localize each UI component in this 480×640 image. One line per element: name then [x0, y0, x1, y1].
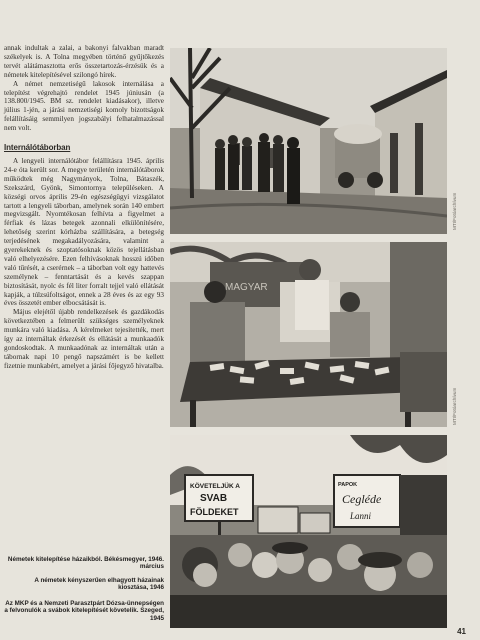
- sign-text: Cegléde: [342, 492, 382, 506]
- body-paragraph: A német nemzetiségű lakosok internálása a telepítést végrehajtó rendelet 1945 júniusán (a 138.800/1945. BM sz. rendelet kiadásakor), illetve július 1-jén, a járási nemzetiségi komoly bizottságok felállításáig semmilyen jogszabályi felhatalmazással nem volt.: [4, 79, 164, 133]
- truck-text: MAGYAR: [225, 282, 268, 293]
- photo-credit: MTI/Fotóarchívum: [452, 192, 457, 230]
- photo-image: [170, 435, 447, 628]
- photo-house-distribution: [170, 242, 447, 427]
- photo-image: [170, 242, 447, 427]
- section-heading: Internálótáborban: [4, 143, 71, 153]
- photo-caption: Az MKP és a Nemzeti Parasztpárt Dózsa-ünnepségen a felvonulók a svábok kitelepítését követelik. Szeged, 1945: [4, 600, 164, 622]
- photo-deportation-street: [170, 48, 447, 234]
- photo-image: [170, 48, 447, 234]
- article-text-column: [4, 44, 164, 371]
- sign-text: SVAB: [200, 493, 228, 504]
- page-number: 41: [457, 627, 466, 636]
- photo-demonstration: [170, 435, 447, 628]
- sign-text: PAPOK: [338, 482, 358, 488]
- photo-caption: Németek kitelepítése házaikból. Békésmegyer, 1946. március: [7, 556, 164, 571]
- sign-text: KÖVETELJÜK A: [190, 483, 240, 490]
- section-paragraph: Május elejétől újabb rendelkezések és gazdákodás következtében a felmerült szükséges személyeknek munkára való kiadása. A kérelmeket tejesítették, mert így az internáltak érkezését és ellátását a munkaadók gondoskodtak. A munkaadónak az internáltak után a tábornak napi 10 pengő napszámért is be kellett fizetnie munkabért, amelyet a járási főjegyző hivatalba.: [4, 308, 164, 370]
- photo-credit: MTI/Fotóarchívum: [452, 387, 457, 425]
- photo-caption: A németek kényszerűen elhagyott házainak kiosztása, 1946: [34, 577, 164, 592]
- sign-text: FÖLDEKET: [190, 507, 239, 517]
- sign-text: Lanni: [350, 511, 372, 521]
- section-paragraph: A lengyeli internálótábor felállításra 1945. április 24-e óta került sor. A megye területén internálótáborok működtek még Nagymányok, Tolna, Bátaszék, Szekszárd, Gyönk, Simontornya településeken. A községi orvos április 29-én egészségügyi vizsgálatot tartott a lengyeli táborban, amelynek során 140 embert megvizsgált. Nyomtékosan felhívta a figyelmet a férfiak és lázas betegek azonnali elkülönítésére, lehetőség szerint kórházba szállítására, a betegség terjedésének megakadályozására, valamint a gyerekeknek és szoptatósoknak közös tejellátásban való elhelyezésére. Ezen felhívásoknak hosszú időben való tűrését, a cserérnek – a táborban volt egy hattevés személynek – fenntartását és a kevés szappan biztosítását, nyolc és fél liter forralt tejjel való ellátását kapják, a túlzsúfoltságot, ennek a 28 éves és az egy 93 éves összetét ember elbocsátását is.: [4, 156, 164, 308]
- body-paragraph: annak indultak a zalai, a bakonyi falvakban maradt székelyek is. A Tolna megyében történő gyűjtőkezés tervét alátámasztotta erős összetartozás-érzésük és a németek kitelepítésével szilongó hírek.: [4, 44, 164, 79]
